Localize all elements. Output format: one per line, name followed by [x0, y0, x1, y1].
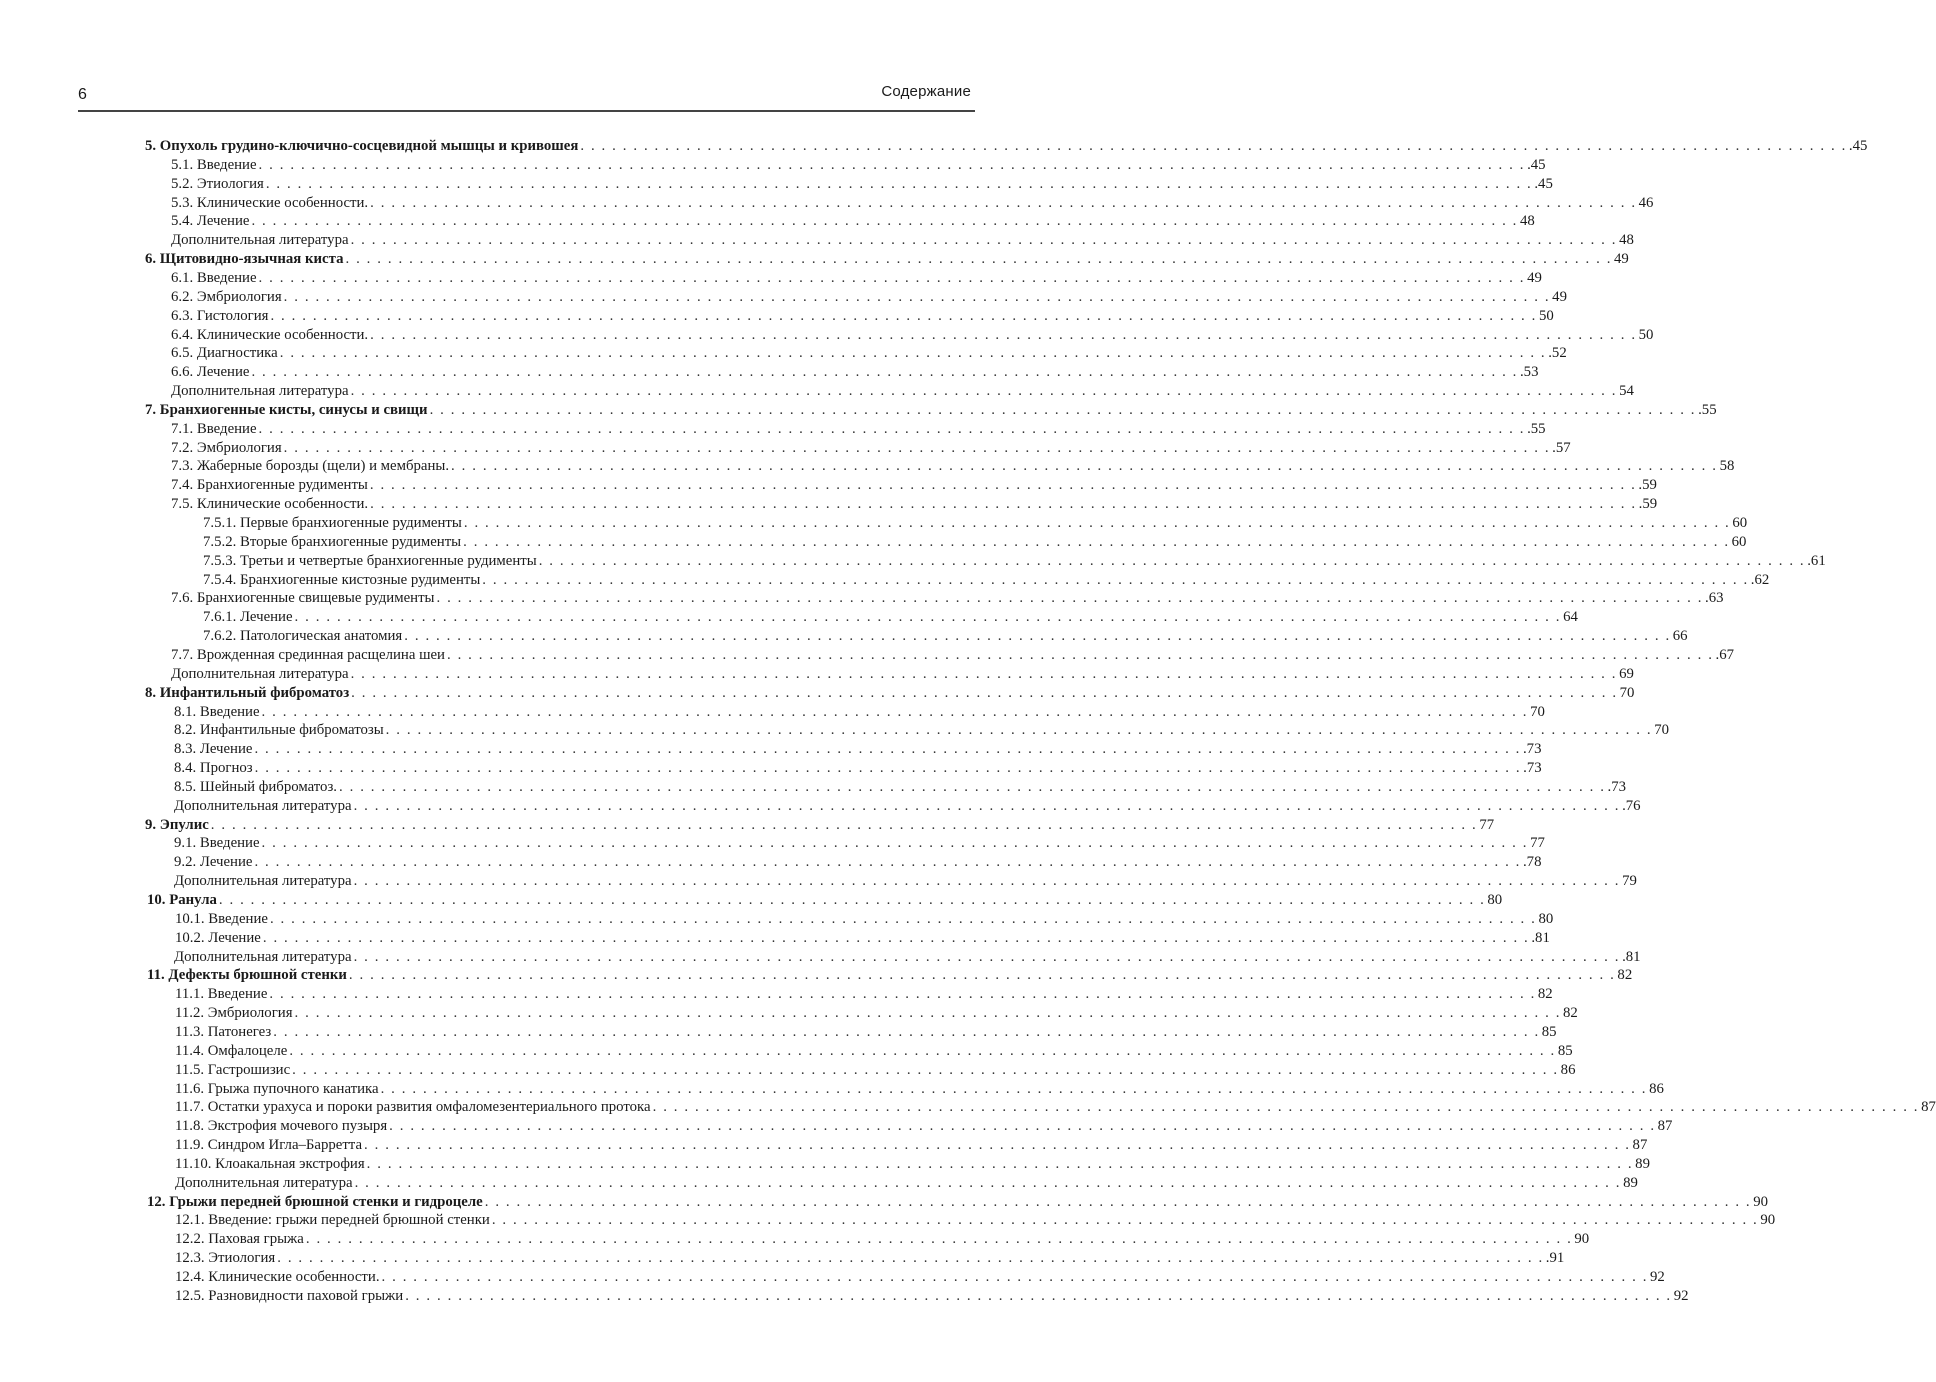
dot-leader: . . . . . . . . . . . . . . . . . . . . . . . . . . . . . . . . . . . . . . . . . . . . . . . . . . . . . . . . . . . . . . . . . . . . . . . . . . . . . . . . . . . . . . . . . . . . . . . . . . . . . . . . . . . . . . . . . . . . . . . .	[345, 251, 1612, 268]
toc-entry-title: Дополнительная литература	[171, 383, 349, 400]
toc-entry-page: 50	[1638, 326, 1654, 343]
toc-section-entry[interactable]	[175, 1023, 1557, 1042]
toc-entry-page: 82	[1537, 986, 1553, 1003]
toc-entry-title: 11.3. Патонегез	[175, 1023, 272, 1040]
toc-entry-title: 11.8. Экстрофия мочевого пузыря	[175, 1118, 388, 1135]
toc-section-entry[interactable]	[171, 439, 1571, 458]
toc-entry-title: 9.2. Лечение	[174, 854, 253, 871]
dot-leader: . . . . . . . . . . . . . . . . . . . . . . . . . . . . . . . . . . . . . . . . . . . . . . . . . . . . . . . . . . . . . . . . . . . . . . . . . . . . . . . . . . . . . . . . . . . . . . . . . . . . . . . . . . . . . . . . . . . . . . . .	[370, 326, 1637, 343]
dot-leader: . . . . . . . . . . . . . . . . . . . . . . . . . . . . . . . . . . . . . . . . . . . . . . . . . . . . . . . . . . . . . . . . . . . . . . . . . . . . . . . . . . . . . . . . . . . . . . . . . . . . . . . . . . . . . . . . . . . . . . . .	[251, 364, 1518, 381]
toc-entry-page: .67	[1715, 646, 1734, 663]
toc-section-entry[interactable]	[174, 948, 1641, 967]
dot-leader: . . . . . . . . . . . . . . . . . . . . . . . . . . . . . . . . . . . . . . . . . . . . . . . . . . . . . . . . . . . . . . . . . . . . . . . . . . . . . . . . . . . . . . . . . . . . . . . . . . . . . . . . . . . . . . . . . . . . . . . .	[429, 401, 1697, 418]
dot-leader: . . . . . . . . . . . . . . . . . . . . . . . . . . . . . . . . . . . . . . . . . . . . . . . . . . . . . . . . . . . . . . . . . . . . . . . . . . . . . . . . . . . . . . . . . . . . . . . . . . . . . . . . . . . . . . . . . . . . . . . .	[404, 628, 1671, 645]
toc-entry-page: 80	[1538, 910, 1554, 927]
toc-entry-page: .81	[1622, 948, 1641, 965]
dot-leader: . . . . . . . . . . . . . . . . . . . . . . . . . . . . . . . . . . . . . . . . . . . . . . . . . . . . . . . . . . . . . . . . . . . . . . . . . . . . . . . . . . . . . . . . . . . . . . . . . . . . . . . . . . . . . . . . . . . . . . . .	[210, 816, 1478, 833]
toc-section-entry[interactable]	[171, 344, 1567, 363]
dot-leader: . . . . . . . . . . . . . . . . . . . . . . . . . . . . . . . . . . . . . . . . . . . . . . . . . . . . . . . . . . . . . . . . . . . . . . . . . . . . . . . . . . . . . . . . . . . . . . . . . . . . . . . . . . . . . . . . . . . . . . . .	[258, 269, 1526, 286]
toc-section-entry[interactable]	[174, 740, 1542, 759]
toc-entry-title: 8. Инфантильный фиброматоз	[145, 684, 350, 701]
toc-entry-page: 50	[1538, 307, 1554, 324]
dot-leader: . . . . . . . . . . . . . . . . . . . . . . . . . . . . . . . . . . . . . . . . . . . . . . . . . . . . . . . . . . . . . . . . . . . . . . . . . . . . . . . . . . . . . . . . . . . . . . . . . . . . . . . . . . . . . . . . . . . . . . . .	[463, 533, 1730, 550]
toc-subsection-entry[interactable]	[203, 552, 1826, 571]
toc-section-entry[interactable]	[171, 589, 1724, 608]
toc-entry-title: 12.3. Этиология	[175, 1250, 276, 1267]
toc-section-entry[interactable]	[171, 665, 1634, 684]
toc-entry-page: .73	[1522, 741, 1542, 758]
toc-entry-title: 11. Дефекты брюшной стенки	[147, 967, 347, 984]
toc-entry-page: 70	[1619, 684, 1635, 701]
toc-entry-page: 77	[1530, 835, 1545, 852]
toc-entry-page: 70	[1654, 722, 1669, 739]
toc-entry-title: 10.1. Введение	[175, 910, 268, 927]
dot-leader: . . . . . . . . . . . . . . . . . . . . . . . . . . . . . . . . . . . . . . . . . . . . . . . . . . . . . . . . . . . . . . . . . . . . . . . . . . . . . . . . . . . . . . . . . . . . . . . . . . . . . . . . . . . . . . . . . . . . . . . .	[366, 1155, 1634, 1172]
toc-subsection-entry[interactable]	[203, 627, 1688, 646]
toc-entry-title: 7.5.4. Бранхиогенные кистозные рудименты	[203, 571, 481, 588]
page-number: 6	[78, 86, 87, 103]
toc-entry-title: 6.6. Лечение	[171, 364, 250, 381]
toc-entry-title: 9. Эпулис	[145, 816, 209, 833]
toc-entry-page: .76	[1622, 797, 1641, 814]
toc-entry-page: 89	[1623, 1174, 1638, 1191]
toc-entry-title: 6.4. Клинические особенности.	[171, 326, 369, 343]
toc-entry-page: 87	[1921, 1099, 1936, 1116]
toc-section-entry[interactable]	[174, 797, 1641, 816]
toc-section-entry[interactable]	[175, 985, 1553, 1004]
toc-entry-page: 60	[1732, 515, 1748, 531]
toc-entry-page: .57	[1552, 439, 1571, 456]
toc-entry-title: 5.4. Лечение	[171, 213, 250, 230]
toc-entry-page: .45	[1534, 175, 1553, 192]
dot-leader: . . . . . . . . . . . . . . . . . . . . . . . . . . . . . . . . . . . . . . . . . . . . . . . . . . . . . . . . . . . . . . . . . . . . . . . . . . . . . . . . . . . . . . . . . . . . . . . . . . . . . . . . . . . . . . . . . . . . . . . .	[436, 590, 1703, 607]
toc-entry-page: .61	[1807, 552, 1826, 569]
toc-entry-page: 82	[1617, 967, 1633, 984]
toc-entry-title: 7.2. Эмбриология	[171, 439, 282, 456]
toc-entry-title: 6.1. Введение	[171, 269, 257, 286]
toc-section-entry[interactable]	[171, 420, 1546, 439]
toc-entry-title: 8.5. Шейный фиброматоз.	[174, 778, 337, 795]
dot-leader: . . . . . . . . . . . . . . . . . . . . . . . . . . . . . . . . . . . . . . . . . . . . . . . . . . . . . . . . . . . . . . . . . . . . . . . . . . . . . . . . . . . . . . . . . . . . . . . . . . . . . . . . . . . . . . . . . . . . . . . .	[538, 552, 1806, 569]
toc-entry-page: 92	[1673, 1287, 1689, 1304]
toc-chapter-entry[interactable]	[147, 891, 1503, 910]
toc-section-entry[interactable]	[171, 495, 1658, 514]
dot-leader: . . . . . . . . . . . . . . . . . . . . . . . . . . . . . . . . . . . . . . . . . . . . . . . . . . . . . . . . . . . . . . . . . . . . . . . . . . . . . . . . . . . . . . . . . . . . . . . . . . . . . . . . . . . . . . . . . . . . . . . .	[292, 1061, 1559, 1078]
dot-leader: . . . . . . . . . . . . . . . . . . . . . . . . . . . . . . . . . . . . . . . . . . . . . . . . . . . . . . . . . . . . . . . . . . . . . . . . . . . . . . . . . . . . . . . . . . . . . . . . . . . . . . . . . . . . . . . . . . . . . . . .	[451, 458, 1718, 475]
toc-section-entry[interactable]	[171, 288, 1567, 307]
toc-section-entry[interactable]	[175, 1287, 1689, 1306]
toc-entry-title: 8.4. Прогноз	[174, 760, 253, 777]
dot-leader: . . . . . . . . . . . . . . . . . . . . . . . . . . . . . . . . . . . . . . . . . . . . . . . . . . . . . . . . . . . . . . . . . . . . . . . . . . . . . . . . . . . . . . . . . . . . . . . . . . . . . . . . . . . . . . . . . . . . . . . .	[294, 1005, 1562, 1022]
toc-chapter-entry[interactable]	[147, 966, 1633, 985]
dot-leader: . . . . . . . . . . . . . . . . . . . . . . . . . . . . . . . . . . . . . . . . . . . . . . . . . . . . . . . . . . . . . . . . . . . . . . . . . . . . . . . . . . . . . . . . . . . . . . . . . . . . . . . . . . . . . . . . . . . . . . . .	[353, 873, 1621, 890]
header-rule	[78, 110, 975, 112]
dot-leader: . . . . . . . . . . . . . . . . . . . . . . . . . . . . . . . . . . . . . . . . . . . . . . . . . . . . . . . . . . . . . . . . . . . . . . . . . . . . . . . . . . . . . . . . . . . . . . . . . . . . . . . . . . . . . . . . . . . . . . . .	[364, 1137, 1631, 1154]
toc-entry-page: 54	[1619, 383, 1634, 400]
toc-entry-title: 7.5. Клинические особенности.	[171, 496, 369, 513]
toc-section-entry[interactable]	[175, 1004, 1578, 1023]
toc-chapter-entry[interactable]	[145, 401, 1717, 420]
dot-leader: . . . . . . . . . . . . . . . . . . . . . . . . . . . . . . . . . . . . . . . . . . . . . . . . . . . . . . . . . . . . . . . . . . . . . . . . . . . . . . . . . . . . . . . . . . . . . . . . . . . . . . . . . . . . . . . . . . . . . . . .	[261, 703, 1529, 720]
toc-entry-page: .59	[1638, 496, 1658, 513]
toc-entry-title: 11.6. Грыжа пупочного канатика	[175, 1080, 379, 1097]
toc-entry-title: 11.7. Остатки урахуса и пороки развития омфаломезентериального протока	[175, 1099, 651, 1116]
toc-entry-title: 7.6.1. Лечение	[203, 609, 293, 626]
toc-section-entry[interactable]	[171, 212, 1535, 231]
toc-section-entry[interactable]	[174, 703, 1545, 722]
toc-entry-page: 89	[1635, 1155, 1650, 1172]
dot-leader: . . . . . . . . . . . . . . . . . . . . . . . . . . . . . . . . . . . . . . . . . . . . . . . . . . . . . . . . . . . . . . . . . . . . . . . . . . . . . . . . . . . . . . . . . . . . . . . . . . . . . . . . . . . . . . . . . . . . . . . .	[350, 232, 1618, 249]
dot-leader: . . . . . . . . . . . . . . . . . . . . . . . . . . . . . . . . . . . . . . . . . . . . . . . . . . . . . . . . . . . . . . . . . . . . . . . . . . . . . . . . . . . . . . . . . . . . . . . . . . . . . . . . . . . . . . . . . . . . . . . .	[351, 684, 1618, 701]
dot-leader: . . . . . . . . . . . . . . . . . . . . . . . . . . . . . . . . . . . . . . . . . . . . . . . . . . . . . . . . . . . . . . . . . . . . . . . . . . . . . . . . . . . . . . . . . . . . . . . . . . . . . . . . . . . . . . . . . . . . . . . .	[294, 609, 1562, 626]
dot-leader: . . . . . . . . . . . . . . . . . . . . . . . . . . . . . . . . . . . . . . . . . . . . . . . . . . . . . . . . . . . . . . . . . . . . . . . . . . . . . . . . . . . . . . . . . . . . . . . . . . . . . . . . . . . . . . . . . . . . . . . .	[218, 892, 1486, 908]
toc-entry-title: 5.3. Клинические особенности.	[171, 194, 369, 211]
toc-entry-page: .59	[1638, 477, 1657, 494]
toc-section-entry[interactable]	[171, 457, 1735, 476]
toc-entry-page: .73	[1607, 778, 1627, 795]
toc-entry-page: .73	[1523, 760, 1542, 777]
dot-leader: . . . . . . . . . . . . . . . . . . . . . . . . . . . . . . . . . . . . . . . . . . . . . . . . . . . . . . . . . . . . . . . . . . . . . . . . . . . . . . . . . . . . . . . . . . . . . . . . . . . . . . . . . . . . . . . . . . . . . . . .	[258, 420, 1526, 437]
toc-entry-page: 90	[1753, 1193, 1769, 1210]
dot-leader: . . . . . . . . . . . . . . . . . . . . . . . . . . . . . . . . . . . . . . . . . . . . . . . . . . . . . . . . . . . . . . . . . . . . . . . . . . . . . . . . . . . . . . . . . . . . . . . . . . . . . . . . . . . . . . . . . . . . . . . .	[262, 929, 1530, 946]
toc-section-entry[interactable]	[175, 929, 1550, 948]
toc-entry-title: 7.6. Бранхиогенные свищевые рудименты	[171, 590, 435, 607]
dot-leader: . . . . . . . . . . . . . . . . . . . . . . . . . . . . . . . . . . . . . . . . . . . . . . . . . . . . . . . . . . . . . . . . . . . . . . . . . . . . . . . . . . . . . . . . . . . . . . . . . . . . . . . . . . . . . . . . . . . . . . . .	[369, 477, 1637, 494]
toc-entry-title: Дополнительная литература	[175, 1174, 353, 1191]
toc-entry-title: Дополнительная литература	[174, 873, 352, 890]
toc-entry-title: Дополнительная литература	[174, 948, 352, 965]
toc-entry-page: 90	[1760, 1212, 1776, 1229]
dot-leader: . . . . . . . . . . . . . . . . . . . . . . . . . . . . . . . . . . . . . . . . . . . . . . . . . . . . . . . . . . . . . . . . . . . . . . . . . . . . . . . . . . . . . . . . . . . . . . . . . . . . . . . . . . . . . . . . . . . . . . . .	[254, 854, 1521, 871]
toc-entry-page: 58	[1719, 458, 1735, 475]
toc-chapter-entry[interactable]	[145, 816, 1495, 835]
toc-section-entry[interactable]	[174, 834, 1545, 853]
toc-section-entry[interactable]	[175, 1080, 1664, 1099]
toc-entry-title: 7.5.3. Третьи и четвертые бранхиогенные рудименты	[203, 552, 537, 569]
toc-section-entry[interactable]	[171, 175, 1553, 194]
dot-leader: . . . . . . . . . . . . . . . . . . . . . . . . . . . . . . . . . . . . . . . . . . . . . . . . . . . . . . . . . . . . . . . . . . . . . . . . . . . . . . . . . . . . . . . . . . . . . . . . . . . . . . . . . . . . . . . . . . . . . . . .	[289, 1042, 1556, 1059]
toc-section-entry[interactable]	[171, 476, 1657, 495]
dot-leader: . . . . . . . . . . . . . . . . . . . . . . . . . . . . . . . . . . . . . . . . . . . . . . . . . . . . . . . . . . . . . . . . . . . . . . . . . . . . . . . . . . . . . . . . . . . . . . . . . . . . . . . . . . . . . . . . . . . . . . . .	[305, 1231, 1573, 1248]
toc-entry-page: .63	[1705, 590, 1724, 607]
toc-entry-page: 49	[1527, 269, 1542, 286]
toc-entry-page: .53	[1519, 364, 1539, 381]
toc-chapter-entry[interactable]	[145, 684, 1635, 703]
toc-subsection-entry[interactable]	[203, 533, 1747, 552]
dot-leader: . . . . . . . . . . . . . . . . . . . . . . . . . . . . . . . . . . . . . . . . . . . . . . . . . . . . . . . . . . . . . . . . . . . . . . . . . . . . . . . . . . . . . . . . . . . . . . . . . . . . . . . . . . . . . . . . . . . . . . . .	[580, 138, 1847, 154]
dot-leader: . . . . . . . . . . . . . . . . . . . . . . . . . . . . . . . . . . . . . . . . . . . . . . . . . . . . . . . . . . . . . . . . . . . . . . . . . . . . . . . . . . . . . . . . . . . . . . . . . . . . . . . . . . . . . . . . . . . . . . . .	[269, 910, 1537, 927]
running-head: Содержание	[881, 83, 971, 100]
toc-entry-title: 12.5. Разновидности паховой грыжи	[175, 1287, 404, 1304]
toc-entry-title: 7. Бранхиогенные кисты, синусы и свищи	[145, 401, 428, 418]
toc-section-entry[interactable]	[174, 778, 1627, 797]
toc-section-entry[interactable]	[174, 853, 1542, 872]
dot-leader: . . . . . . . . . . . . . . . . . . . . . . . . . . . . . . . . . . . . . . . . . . . . . . . . . . . . . . . . . . . . . . . . . . . . . . . . . . . . . . . . . . . . . . . . . . . . . . . . . . . . . . . . . . . . . . . . . . . . . . . .	[380, 1080, 1648, 1097]
toc-entry-page: .45	[1848, 138, 1868, 154]
toc-entry-title: 8.1. Введение	[174, 703, 260, 720]
toc-entry-title: 11.9. Синдром Игла–Барретта	[175, 1137, 363, 1154]
toc-entry-page: 48	[1619, 232, 1634, 249]
dot-leader: . . . . . . . . . . . . . . . . . . . . . . . . . . . . . . . . . . . . . . . . . . . . . . . . . . . . . . . . . . . . . . . . . . . . . . . . . . . . . . . . . . . . . . . . . . . . . . . . . . . . . . . . . . . . . . . . . . . . . . . .	[463, 515, 1731, 531]
toc-entry-title: 7.1. Введение	[171, 420, 257, 437]
dot-leader: . . . . . . . . . . . . . . . . . . . . . . . . . . . . . . . . . . . . . . . . . . . . . . . . . . . . . . . . . . . . . . . . . . . . . . . . . . . . . . . . . . . . . . . . . . . . . . . . . . . . . . . . . . . . . . . . . . . . . . . .	[405, 1287, 1672, 1304]
toc-subsection-entry[interactable]	[203, 608, 1578, 627]
toc-entry-title: 6.5. Диагностика	[171, 345, 278, 362]
dot-leader: . . . . . . . . . . . . . . . . . . . . . . . . . . . . . . . . . . . . . . . . . . . . . . . . . . . . . . . . . . . . . . . . . . . . . . . . . . . . . . . . . . . . . . . . . . . . . . . . . . . . . . . . . . . . . . . . . . . . . . . .	[251, 213, 1518, 230]
toc-section-entry[interactable]	[175, 1174, 1638, 1193]
toc-entry-page: 70	[1530, 703, 1545, 720]
toc-entry-page: 77	[1479, 816, 1495, 833]
dot-leader: . . . . . . . . . . . . . . . . . . . . . . . . . . . . . . . . . . . . . . . . . . . . . . . . . . . . . . . . . . . . . . . . . . . . . . . . . . . . . . . . . . . . . . . . . . . . . . . . . . . . . . . . . . . . . . . . . . . . . . . .	[273, 1023, 1540, 1040]
toc-entry-page: .91	[1545, 1250, 1565, 1267]
toc-entry-title: 9.1. Введение	[174, 835, 260, 852]
toc-entry-title: 12.1. Введение: грыжи передней брюшной стенки	[175, 1212, 490, 1229]
dot-leader: . . . . . . . . . . . . . . . . . . . . . . . . . . . . . . . . . . . . . . . . . . . . . . . . . . . . . . . . . . . . . . . . . . . . . . . . . . . . . . . . . . . . . . . . . . . . . . . . . . . . . . . . . . . . . . . . . . . . . . . .	[277, 1250, 1544, 1267]
toc-entry-title: 8.2. Инфантильные фиброматозы	[174, 722, 384, 739]
toc-section-entry[interactable]	[171, 269, 1542, 288]
toc-section-entry[interactable]	[171, 231, 1634, 250]
toc-entry-page: .78	[1522, 854, 1542, 871]
dot-leader: . . . . . . . . . . . . . . . . . . . . . . . . . . . . . . . . . . . . . . . . . . . . . . . . . . . . . . . . . . . . . . . . . . . . . . . . . . . . . . . . . . . . . . . . . . . . . . . . . . . . . . . . . . . . . . . . . . . . . . . .	[254, 741, 1521, 758]
toc-entry-title: Дополнительная литература	[171, 232, 349, 249]
toc-entry-title: 5.1. Введение	[171, 156, 257, 173]
toc-entry-page: 69	[1619, 665, 1634, 682]
toc-section-entry[interactable]	[175, 1211, 1776, 1230]
dot-leader: . . . . . . . . . . . . . . . . . . . . . . . . . . . . . . . . . . . . . . . . . . . . . . . . . . . . . . . . . . . . . . . . . . . . . . . . . . . . . . . . . . . . . . . . . . . . . . . . . . . . . . . . . . . . . . . . . . . . . . . .	[283, 288, 1551, 305]
toc-entry-page: 87	[1632, 1137, 1648, 1154]
toc-entry-page: .62	[1750, 571, 1770, 588]
toc-entry-title: 12.2. Паховая грыжа	[175, 1231, 304, 1248]
toc-entry-page: 80	[1487, 892, 1503, 908]
toc-entry-title: 7.4. Бранхиогенные рудименты	[171, 477, 368, 494]
dot-leader: . . . . . . . . . . . . . . . . . . . . . . . . . . . . . . . . . . . . . . . . . . . . . . . . . . . . . . . . . . . . . . . . . . . . . . . . . . . . . . . . . . . . . . . . . . . . . . . . . . . . . . . . . . . . . . . . . . . . . . . .	[353, 797, 1621, 814]
toc-entry-title: 7.5.2. Вторые бранхиогенные рудименты	[203, 533, 462, 550]
dot-leader: . . . . . . . . . . . . . . . . . . . . . . . . . . . . . . . . . . . . . . . . . . . . . . . . . . . . . . . . . . . . . . . . . . . . . . . . . . . . . . . . . . . . . . . . . . . . . . . . . . . . . . . . . . . . . . . . . . . . . . . .	[348, 967, 1616, 984]
toc-chapter-entry[interactable]	[145, 250, 1629, 269]
dot-leader: . . . . . . . . . . . . . . . . . . . . . . . . . . . . . . . . . . . . . . . . . . . . . . . . . . . . . . . . . . . . . . . . . . . . . . . . . . . . . . . . . . . . . . . . . . . . . . . . . . . . . . . . . . . . . . . . . . . . . . . .	[269, 986, 1536, 1003]
toc-section-entry[interactable]	[171, 363, 1539, 382]
dot-leader: . . . . . . . . . . . . . . . . . . . . . . . . . . . . . . . . . . . . . . . . . . . . . . . . . . . . . . . . . . . . . . . . . . . . . . . . . . . . . . . . . . . . . . . . . . . . . . . . . . . . . . . . . . . . . . . . . . . . . . . .	[482, 571, 1749, 588]
toc-entry-page: 49	[1614, 251, 1629, 268]
toc-entry-title: Дополнительная литература	[171, 665, 349, 682]
toc-entry-page: 86	[1649, 1080, 1664, 1097]
toc-entry-page: 85	[1557, 1042, 1573, 1059]
dot-leader: . . . . . . . . . . . . . . . . . . . . . . . . . . . . . . . . . . . . . . . . . . . . . . . . . . . . . . . . . . . . . . . . . . . . . . . . . . . . . . . . . . . . . . . . . . . . . . . . . . . . . . . . . . . . . . . . . . . . . . . .	[254, 760, 1522, 777]
toc-entry-title: 8.3. Лечение	[174, 741, 253, 758]
toc-entry-title: 7.6.2. Патологическая анатомия	[203, 628, 403, 645]
toc-entry-title: 11.5. Гастрошизис	[175, 1061, 291, 1078]
toc-entry-page: 48	[1519, 213, 1535, 230]
toc-entry-page: 85	[1541, 1023, 1557, 1040]
toc-entry-page: 86	[1560, 1061, 1576, 1078]
toc-section-entry[interactable]	[175, 1098, 1936, 1117]
toc-section-entry[interactable]	[171, 194, 1654, 213]
toc-entry-title: 5.2. Этиология	[171, 175, 264, 192]
toc-entry-page: .52	[1548, 345, 1567, 362]
toc-entry-page: 82	[1563, 1005, 1578, 1022]
toc-entry-page: 79	[1622, 873, 1637, 890]
toc-entry-page: 66	[1672, 628, 1688, 645]
dot-leader: . . . . . . . . . . . . . . . . . . . . . . . . . . . . . . . . . . . . . . . . . . . . . . . . . . . . . . . . . . . . . . . . . . . . . . . . . . . . . . . . . . . . . . . . . . . . . . . . . . . . . . . . . . . . . . . . . . . . . . . .	[381, 1269, 1649, 1285]
toc-entry-title: 7.5.1. Первые бранхиогенные рудименты	[203, 515, 462, 531]
toc-section-entry[interactable]	[174, 759, 1542, 778]
toc-section-entry[interactable]	[175, 1155, 1650, 1174]
toc-section-entry[interactable]	[175, 1136, 1648, 1155]
toc-section-entry[interactable]	[175, 1042, 1573, 1061]
dot-leader: . . . . . . . . . . . . . . . . . . . . . . . . . . . . . . . . . . . . . . . . . . . . . . . . . . . . . . . . . . . . . . . . . . . . . . . . . . . . . . . . . . . . . . . . . . . . . . . . . . . . . . . . . . . . . . . . . . . . . . . .	[491, 1212, 1759, 1229]
toc-entry-title: 11.4. Омфалоцеле	[175, 1042, 288, 1059]
toc-entry-page: 46	[1638, 194, 1654, 211]
toc-section-entry[interactable]	[174, 872, 1637, 891]
dot-leader: . . . . . . . . . . . . . . . . . . . . . . . . . . . . . . . . . . . . . . . . . . . . . . . . . . . . . . . . . . . . . . . . . . . . . . . . . . . . . . . . . . . . . . . . . . . . . . . . . . . . . . . . . . . . . . . . . . . . . . . .	[270, 307, 1537, 324]
toc-section-entry[interactable]	[171, 382, 1634, 401]
toc-section-entry[interactable]	[171, 646, 1734, 665]
toc-entry-title: 6.2. Эмбриология	[171, 288, 282, 305]
toc-section-entry[interactable]	[171, 307, 1554, 326]
toc-entry-page: 90	[1574, 1231, 1590, 1248]
toc-section-entry[interactable]	[175, 1268, 1665, 1287]
toc-entry-page: 49	[1552, 288, 1567, 305]
toc-section-entry[interactable]	[175, 1230, 1590, 1249]
toc-entry-page: .55	[1698, 401, 1717, 418]
toc-entry-title: Дополнительная литература	[174, 797, 352, 814]
toc-chapter-entry[interactable]	[145, 137, 1868, 156]
dot-leader: . . . . . . . . . . . . . . . . . . . . . . . . . . . . . . . . . . . . . . . . . . . . . . . . . . . . . . . . . . . . . . . . . . . . . . . . . . . . . . . . . . . . . . . . . . . . . . . . . . . . . . . . . . . . . . . . . . . . . . . .	[261, 835, 1529, 852]
dot-leader: . . . . . . . . . . . . . . . . . . . . . . . . . . . . . . . . . . . . . . . . . . . . . . . . . . . . . . . . . . . . . . . . . . . . . . . . . . . . . . . . . . . . . . . . . . . . . . . . . . . . . . . . . . . . . . . . . . . . . . . .	[446, 646, 1714, 663]
toc-entry-title: 10. Ранула	[147, 892, 217, 908]
dot-leader: . . . . . . . . . . . . . . . . . . . . . . . . . . . . . . . . . . . . . . . . . . . . . . . . . . . . . . . . . . . . . . . . . . . . . . . . . . . . . . . . . . . . . . . . . . . . . . . . . . . . . . . . . . . . . . . . . . . . . . . .	[339, 778, 1606, 795]
toc-chapter-entry[interactable]	[147, 1193, 1769, 1212]
toc-section-entry[interactable]	[174, 721, 1669, 740]
toc-subsection-entry[interactable]	[203, 571, 1770, 590]
dot-leader: . . . . . . . . . . . . . . . . . . . . . . . . . . . . . . . . . . . . . . . . . . . . . . . . . . . . . . . . . . . . . . . . . . . . . . . . . . . . . . . . . . . . . . . . . . . . . . . . . . . . . . . . . . . . . . . . . . . . . . . .	[370, 496, 1637, 513]
toc-section-entry[interactable]	[175, 1061, 1576, 1080]
toc-entry-title: 10.2. Лечение	[175, 929, 261, 946]
dot-leader: . . . . . . . . . . . . . . . . . . . . . . . . . . . . . . . . . . . . . . . . . . . . . . . . . . . . . . . . . . . . . . . . . . . . . . . . . . . . . . . . . . . . . . . . . . . . . . . . . . . . . . . . . . . . . . . . . . . . . . . .	[258, 156, 1526, 173]
dot-leader: . . . . . . . . . . . . . . . . . . . . . . . . . . . . . . . . . . . . . . . . . . . . . . . . . . . . . . . . . . . . . . . . . . . . . . . . . . . . . . . . . . . . . . . . . . . . . . . . . . . . . . . . . . . . . . . . . . . . . . . .	[652, 1099, 1920, 1116]
toc-subsection-entry[interactable]	[203, 514, 1748, 533]
toc-entry-title: 6.3. Гистология	[171, 307, 269, 324]
dot-leader: . . . . . . . . . . . . . . . . . . . . . . . . . . . . . . . . . . . . . . . . . . . . . . . . . . . . . . . . . . . . . . . . . . . . . . . . . . . . . . . . . . . . . . . . . . . . . . . . . . . . . . . . . . . . . . . . . . . . . . . .	[279, 345, 1547, 362]
toc-entry-page: .45	[1527, 156, 1546, 173]
dot-leader: . . . . . . . . . . . . . . . . . . . . . . . . . . . . . . . . . . . . . . . . . . . . . . . . . . . . . . . . . . . . . . . . . . . . . . . . . . . . . . . . . . . . . . . . . . . . . . . . . . . . . . . . . . . . . . . . . . . . . . . .	[265, 175, 1533, 192]
toc-entry-page: 60	[1731, 533, 1747, 550]
dot-leader: . . . . . . . . . . . . . . . . . . . . . . . . . . . . . . . . . . . . . . . . . . . . . . . . . . . . . . . . . . . . . . . . . . . . . . . . . . . . . . . . . . . . . . . . . . . . . . . . . . . . . . . . . . . . . . . . . . . . . . . .	[484, 1193, 1752, 1210]
toc-entry-title: 7.7. Врожденная срединная расщелина шеи	[171, 646, 445, 663]
toc-entry-title: 7.3. Жаберные борозды (щели) и мембраны.	[171, 458, 450, 475]
dot-leader: . . . . . . . . . . . . . . . . . . . . . . . . . . . . . . . . . . . . . . . . . . . . . . . . . . . . . . . . . . . . . . . . . . . . . . . . . . . . . . . . . . . . . . . . . . . . . . . . . . . . . . . . . . . . . . . . . . . . . . . .	[353, 948, 1621, 965]
toc-entry-title: 12. Грыжи передней брюшной стенки и гидроцеле	[147, 1193, 483, 1210]
toc-entry-title: 12.4. Клинические особенности.	[175, 1269, 380, 1285]
toc-entry-title: 11.2. Эмбриология	[175, 1005, 293, 1022]
toc-section-entry[interactable]	[171, 156, 1546, 175]
toc-entry-title: 11.1. Введение	[175, 986, 268, 1003]
toc-entry-page: 92	[1650, 1269, 1665, 1285]
dot-leader: . . . . . . . . . . . . . . . . . . . . . . . . . . . . . . . . . . . . . . . . . . . . . . . . . . . . . . . . . . . . . . . . . . . . . . . . . . . . . . . . . . . . . . . . . . . . . . . . . . . . . . . . . . . . . . . . . . . . . . . .	[283, 439, 1551, 456]
toc-entry-page: 64	[1563, 609, 1578, 626]
dot-leader: . . . . . . . . . . . . . . . . . . . . . . . . . . . . . . . . . . . . . . . . . . . . . . . . . . . . . . . . . . . . . . . . . . . . . . . . . . . . . . . . . . . . . . . . . . . . . . . . . . . . . . . . . . . . . . . . . . . . . . . .	[350, 665, 1618, 682]
dot-leader: . . . . . . . . . . . . . . . . . . . . . . . . . . . . . . . . . . . . . . . . . . . . . . . . . . . . . . . . . . . . . . . . . . . . . . . . . . . . . . . . . . . . . . . . . . . . . . . . . . . . . . . . . . . . . . . . . . . . . . . .	[370, 194, 1637, 211]
toc-entry-page: .81	[1531, 929, 1550, 946]
toc-entry-title: 5. Опухоль грудино-ключично-сосцевидной мышцы и кривошея	[145, 138, 579, 154]
toc-section-entry[interactable]	[171, 326, 1654, 345]
toc-entry-title: 11.10. Клоакальная экстрофия	[175, 1155, 365, 1172]
toc-entry-page: 87	[1657, 1118, 1673, 1135]
toc-section-entry[interactable]	[175, 1249, 1565, 1268]
toc-entry-title: 6. Щитовидно-язычная киста	[145, 251, 344, 268]
dot-leader: . . . . . . . . . . . . . . . . . . . . . . . . . . . . . . . . . . . . . . . . . . . . . . . . . . . . . . . . . . . . . . . . . . . . . . . . . . . . . . . . . . . . . . . . . . . . . . . . . . . . . . . . . . . . . . . . . . . . . . . .	[385, 722, 1653, 739]
toc-section-entry[interactable]	[175, 910, 1554, 929]
dot-leader: . . . . . . . . . . . . . . . . . . . . . . . . . . . . . . . . . . . . . . . . . . . . . . . . . . . . . . . . . . . . . . . . . . . . . . . . . . . . . . . . . . . . . . . . . . . . . . . . . . . . . . . . . . . . . . . . . . . . . . . .	[350, 383, 1618, 400]
dot-leader: . . . . . . . . . . . . . . . . . . . . . . . . . . . . . . . . . . . . . . . . . . . . . . . . . . . . . . . . . . . . . . . . . . . . . . . . . . . . . . . . . . . . . . . . . . . . . . . . . . . . . . . . . . . . . . . . . . . . . . . .	[354, 1174, 1622, 1191]
toc-entry-page: .55	[1527, 420, 1546, 437]
toc-section-entry[interactable]	[175, 1117, 1673, 1136]
dot-leader: . . . . . . . . . . . . . . . . . . . . . . . . . . . . . . . . . . . . . . . . . . . . . . . . . . . . . . . . . . . . . . . . . . . . . . . . . . . . . . . . . . . . . . . . . . . . . . . . . . . . . . . . . . . . . . . . . . . . . . . .	[389, 1118, 1656, 1135]
